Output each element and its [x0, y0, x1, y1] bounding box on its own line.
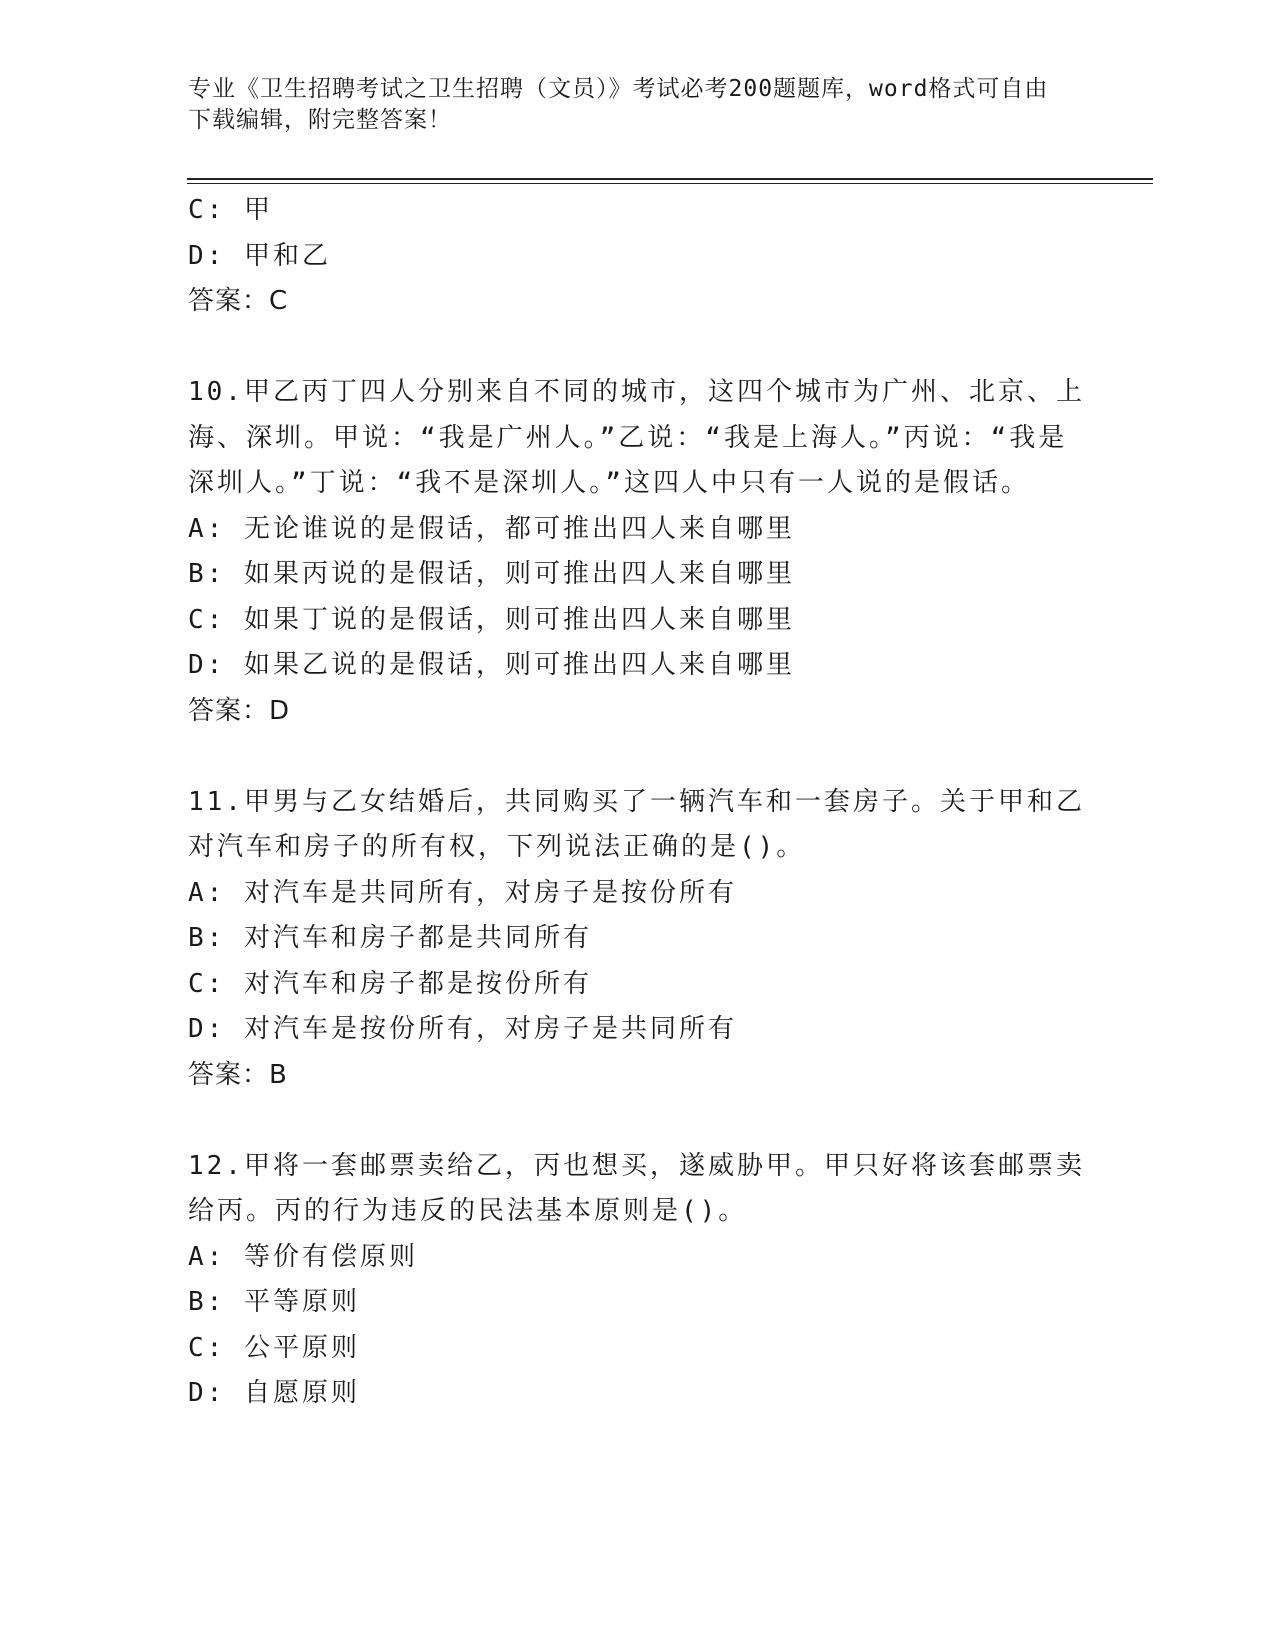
spacer — [188, 325, 1088, 371]
header-rule-thin — [187, 183, 1153, 184]
option-a: A: 对汽车是共同所有，对房子是按份所有 — [188, 877, 737, 908]
document-header: 专业《卫生招聘考试之卫生招聘（文员）》考试必考200题题库，word格式可自由下载编辑，附完整答案！ — [188, 76, 1049, 133]
option-c: C: 公平原则 — [188, 1332, 360, 1363]
option-d: D: 如果乙说的是假话，则可推出四人来自哪里 — [188, 650, 795, 680]
question-block-11 — [188, 780, 1088, 1099]
option-b: B: 平等原则 — [188, 1287, 360, 1317]
question-text: 12.甲将一套邮票卖给乙，丙也想买，遂威胁甲。甲只好将该套邮票卖给丙。丙的行为违反的民法基本原则是()。 — [188, 1150, 1085, 1226]
option-d: D: 甲和乙 — [188, 240, 331, 271]
option-c: C: 甲 — [188, 195, 273, 225]
option-c: C: 对汽车和房子都是按份所有 — [188, 968, 592, 999]
option-a: A: 无论谁说的是假话，都可推出四人来自哪里 — [188, 513, 795, 544]
option-d: D: 对汽车是按份所有，对房子是共同所有 — [188, 1014, 737, 1044]
answer-line: 答案：B — [188, 1059, 288, 1090]
answer-line: 答案：C — [188, 286, 289, 316]
question-list — [188, 188, 1088, 1417]
question-block-10 — [188, 370, 1088, 734]
question-text: 11.甲男与乙女结婚后，共同购买了一辆汽车和一套房子。关于甲和乙对汽车和房子的所有权，下列说法正确的是()。 — [188, 786, 1085, 862]
question-block-12 — [188, 1144, 1088, 1417]
option-b: B: 对汽车和房子都是共同所有 — [188, 923, 592, 953]
answer-line: 答案：D — [188, 695, 291, 726]
option-a: A: 等价有偿原则 — [188, 1241, 418, 1272]
option-d: D: 自愿原则 — [188, 1378, 360, 1408]
spacer — [188, 1098, 1088, 1144]
prev-question-block — [188, 188, 1088, 325]
header-rule-thick — [187, 178, 1153, 180]
option-c: C: 如果丁说的是假话，则可推出四人来自哪里 — [188, 604, 795, 635]
option-b: B: 如果丙说的是假话，则可推出四人来自哪里 — [188, 559, 795, 589]
spacer — [188, 734, 1088, 780]
question-text: 10.甲乙丙丁四人分别来自不同的城市，这四个城市为广州、北京、上海、深圳。甲说：“我是广州人。”乙说：“我是上海人。”丙说：“我是深圳人。”丁说：“我不是深圳人。”这四人中只有一人说的是假话。 — [188, 377, 1085, 498]
